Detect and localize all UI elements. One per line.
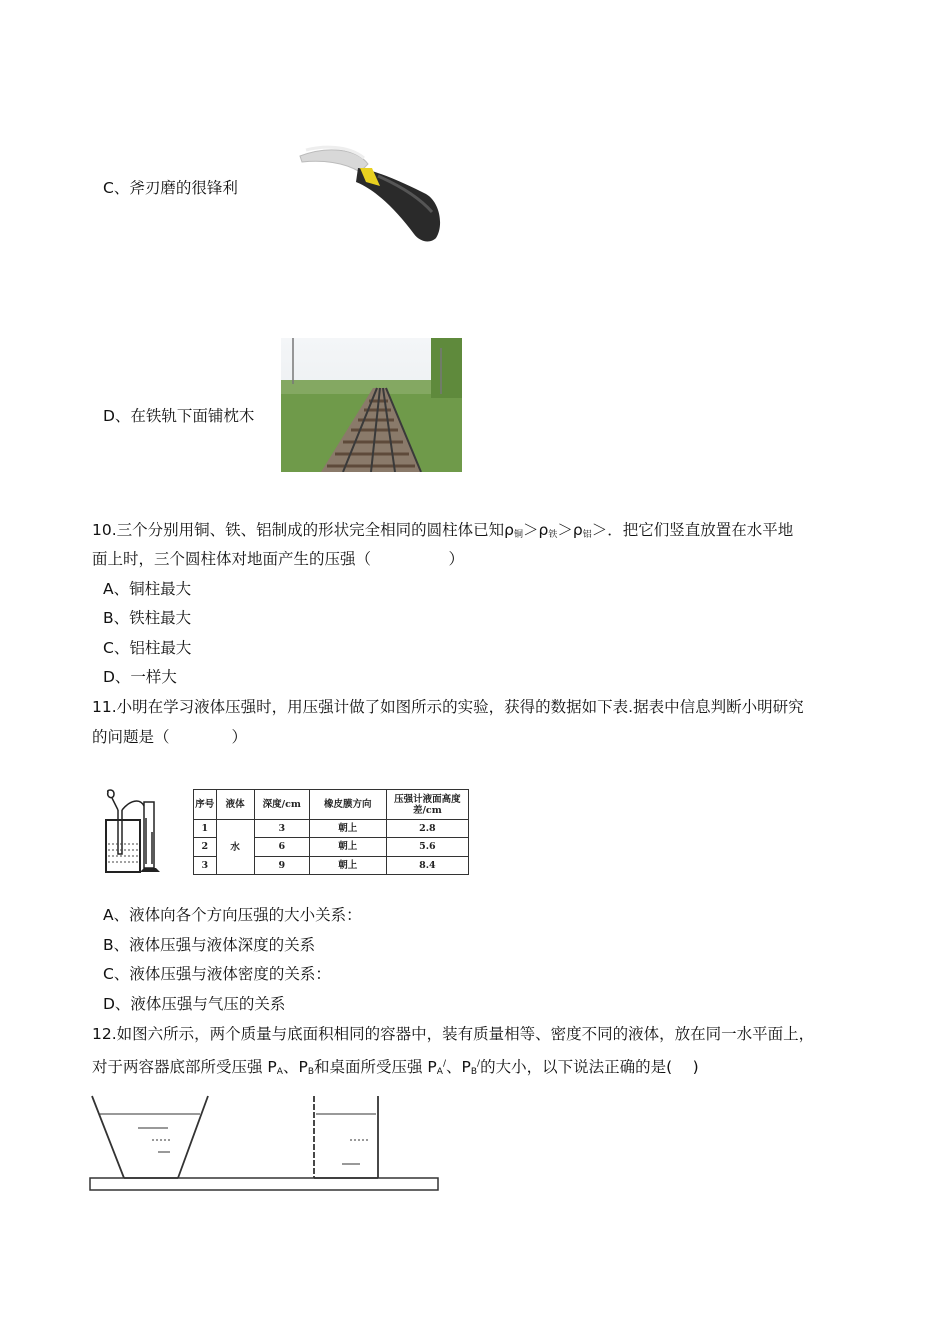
q10-option-d[interactable]: D、一样大 [103,668,177,686]
pressure-data-table [193,789,469,875]
table-cell: 9 [254,856,309,874]
q11-option-d[interactable]: D、液体压强与气压的关系 [103,995,286,1013]
q12-stem-line2: 对于两容器底部所受压强 $P_A$、$P_B$和桌面所受压强 $P_A^/$、$P_B^/$的大小，以下说法正确的是( ) [92,1058,699,1077]
table-cell: 3 [254,820,309,838]
table-cell: 朝上 [309,820,386,838]
q10-stem-line1: 10.三个分别用铜、铁、铝制成的形状完全相同的圆柱体已知$\rho_铜>\rho_铁>\rho_铝>$．把它们竖直放置在水平地 [92,521,794,540]
q11-option-a[interactable]: A、液体向各个方向压强的大小关系： [103,906,362,924]
table-cell: 朝上 [309,856,386,874]
manometer-apparatus-image [100,788,164,876]
table-cell: 5.6 [386,838,468,856]
q11-option-c[interactable]: C、液体压强与液体密度的关系： [103,965,331,983]
table-cell: 8.4 [386,856,468,874]
q9-option-d[interactable]: D、在铁轨下面铺枕木 [103,407,255,425]
table-cell: 朝上 [309,838,386,856]
q11-stem-line1: 11.小明在学习液体压强时，用压强计做了如图所示的实验，获得的数据如下表.据表中信息判断小明研究 [92,698,804,716]
table-cell: 2.8 [386,820,468,838]
table-header-liquid: 液体 [216,790,254,820]
q10-stem-line2: 面上时，三个圆柱体对地面产生的压强（ ） [92,550,465,568]
containers-figure [88,1094,442,1194]
table-cell: 2 [194,838,217,856]
table-cell: 1 [194,820,217,838]
table-cell-liquid: 水 [216,820,254,875]
q9-option-c[interactable]: C、斧刃磨的很锋利 [103,179,238,197]
table-cell: 6 [254,838,309,856]
table-header-direction: 橡皮膜方向 [309,790,386,820]
knife-image [296,138,446,244]
table-header-height-diff: 压强计液面高度差/cm [386,790,468,820]
q11-stem-line2: 的问题是（ ） [92,728,248,746]
railway-image [281,338,462,472]
table-cell: 3 [194,856,217,874]
table-header-depth: 深度/cm [254,790,309,820]
q10-option-c[interactable]: C、铝柱最大 [103,639,192,657]
q10-option-a[interactable]: A、铜柱最大 [103,580,192,598]
table-header-no: 序号 [194,790,217,820]
q11-option-b[interactable]: B、液体压强与液体深度的关系 [103,936,316,954]
q10-option-b[interactable]: B、铁柱最大 [103,609,192,627]
q12-stem-line1: 12.如图六所示，两个质量与底面积相同的容器中，装有质量相等、密度不同的液体，放在同一水平面上， [92,1025,815,1043]
